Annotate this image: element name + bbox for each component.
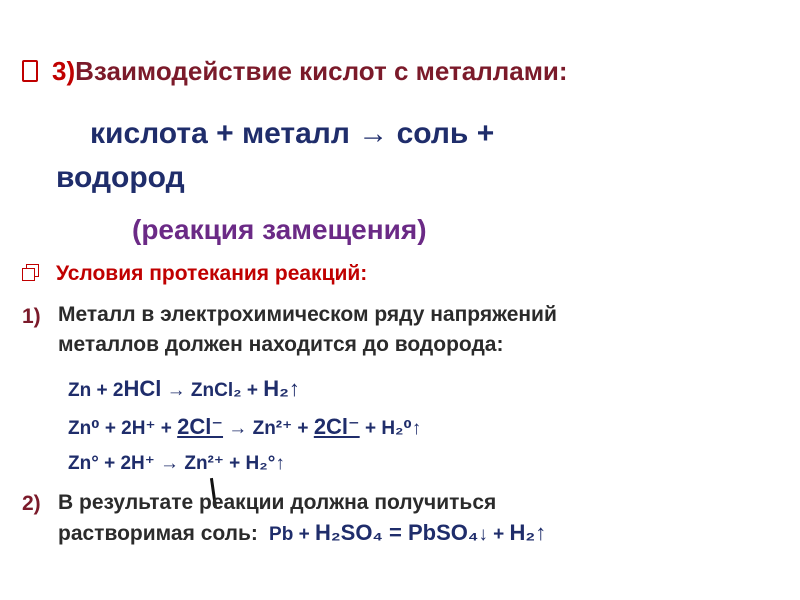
condition-1-number: 1) bbox=[22, 305, 41, 328]
stacked-boxes-icon bbox=[22, 264, 40, 282]
heading-number: 3) bbox=[52, 56, 76, 86]
eq3-part-a: Zn° + 2H⁺ → Zn²⁺ + H₂°↑ bbox=[68, 453, 285, 474]
eq2-part-c: → Zn²⁺ + bbox=[223, 418, 314, 439]
salt-part-d: H₂↑ bbox=[509, 520, 547, 545]
salt-equation bbox=[264, 520, 547, 545]
eq1-part-b: HCl bbox=[123, 376, 162, 401]
eq2-part-b: 2Cl⁻ bbox=[177, 414, 224, 439]
equation-1 bbox=[68, 376, 300, 402]
conditions-title: Условия протекания реакций: bbox=[56, 262, 368, 285]
reaction-scheme bbox=[56, 112, 656, 200]
scheme-line-2: водород bbox=[56, 161, 185, 194]
condition-2-text bbox=[58, 488, 778, 550]
scheme-line-1: кислота + металл → соль + bbox=[90, 117, 495, 150]
condition-2-number: 2) bbox=[22, 492, 41, 515]
eq2-part-a: Zn⁰ + 2H⁺ + bbox=[68, 418, 178, 439]
condition-2-line-2: растворимая соль: bbox=[58, 522, 258, 545]
eq1-part-c: → ZnCl₂ + bbox=[161, 380, 264, 401]
salt-part-a: Pb + bbox=[269, 524, 315, 545]
equation-2 bbox=[68, 414, 421, 440]
condition-1-line-2: металлов должен находится до водорода: bbox=[58, 333, 504, 356]
eq2-part-e: + H₂⁰↑ bbox=[359, 418, 422, 439]
condition-1-text bbox=[58, 300, 758, 360]
salt-part-b: H₂SO₄ = PbSO₄ bbox=[314, 520, 479, 545]
heading-text: Взаимодействие кислот с металлами: bbox=[75, 56, 568, 86]
eq1-part-a: Zn + 2 bbox=[68, 380, 124, 401]
salt-part-c: ↓ + bbox=[478, 524, 510, 545]
section-heading bbox=[52, 56, 568, 87]
reaction-type: (реакция замещения) bbox=[132, 214, 427, 245]
condition-1-line-1: Металл в электрохимическом ряду напряжений bbox=[58, 303, 557, 326]
condition-2-line-1: В результате реакции должна получиться bbox=[58, 491, 497, 514]
eq1-part-d: H₂↑ bbox=[263, 376, 300, 401]
bullet-box-icon bbox=[22, 60, 38, 82]
stacked-box-front bbox=[22, 268, 35, 281]
equation-3 bbox=[68, 452, 285, 475]
eq2-part-d: 2Cl⁻ bbox=[313, 414, 360, 439]
